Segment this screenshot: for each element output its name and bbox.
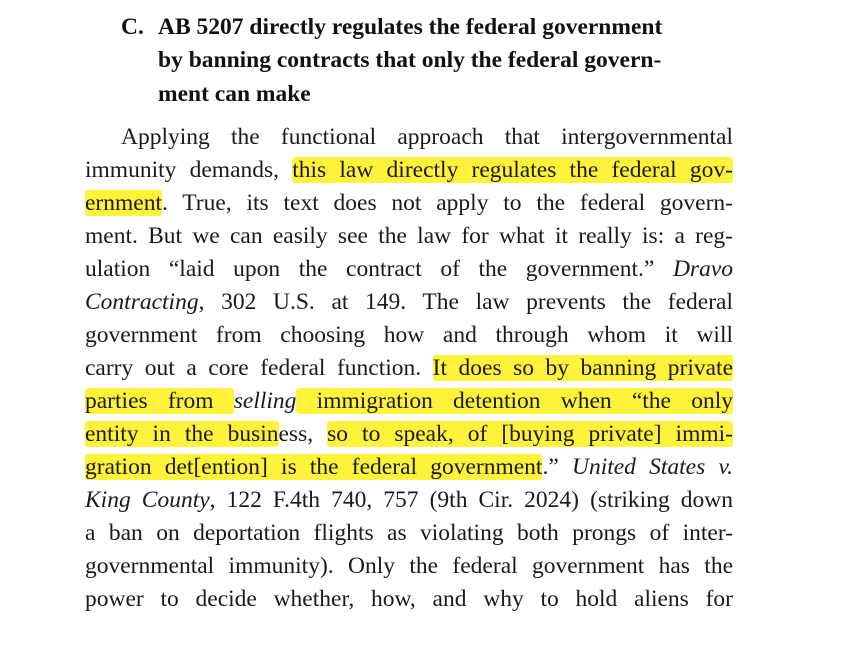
text-line: a ban on deportation flights as violating both prongs of inter-	[85, 520, 733, 546]
highlighted-text: this law directly regulates the federal gov-	[292, 157, 733, 183]
text-line	[85, 419, 733, 449]
text-line: governmental immunity). Only the federal government has the	[85, 553, 733, 579]
heading-line-2: by banning contracts that only the federal govern-	[158, 47, 662, 73]
text-run: .”	[542, 454, 572, 480]
text-line	[85, 386, 733, 416]
highlighted-text: so to speak, of [buying private] immi-	[327, 421, 733, 447]
highlighted-text: gration det[ention] is the federal government	[85, 454, 543, 480]
text-line	[85, 155, 733, 185]
text-line: Applying the functional approach that intergovernmental	[121, 124, 733, 150]
case-name: King County	[85, 487, 210, 513]
text-run: , 302 U.S. at 149. The law prevents the federal	[198, 289, 733, 315]
heading-line-3: ment can make	[158, 81, 311, 107]
highlighted-text: entity in the busin	[85, 421, 279, 447]
text-run: , 122 F.4th 740, 757 (9th Cir. 2024) (striking down	[209, 487, 733, 513]
emphasis-text: selling	[233, 388, 297, 414]
heading-line-1: AB 5207 directly regulates the federal government	[158, 14, 663, 40]
highlighted-text: parties from	[85, 388, 234, 414]
highlighted-text: ernment	[85, 190, 162, 216]
text-run: ulation “laid upon the contract of the government.”	[85, 256, 673, 282]
text-line	[85, 452, 733, 482]
text-line	[85, 485, 733, 515]
text-line: government from choosing how and through whom it will	[85, 322, 733, 348]
highlighted-text: immigration detention when “the only	[296, 388, 733, 414]
case-name: United States v.	[571, 454, 734, 480]
section-letter: C.	[121, 14, 144, 40]
text-line	[85, 287, 733, 317]
text-line: ment. But we can easily see the law for what it really is: a reg-	[85, 223, 733, 249]
case-name: Contracting	[85, 289, 199, 315]
text-run: . True, its text does not apply to the federal govern-	[162, 190, 733, 216]
text-line	[85, 188, 733, 218]
text-run: immunity demands,	[85, 157, 293, 183]
text-run: ess,	[278, 421, 328, 447]
highlighted-text: It does so by banning private	[432, 355, 734, 381]
text-line	[85, 353, 733, 383]
text-line	[85, 254, 733, 284]
text-line: power to decide whether, how, and why to hold aliens for	[85, 586, 733, 612]
case-name: Dravo	[672, 256, 733, 282]
text-run: carry out a core federal function.	[85, 355, 433, 381]
